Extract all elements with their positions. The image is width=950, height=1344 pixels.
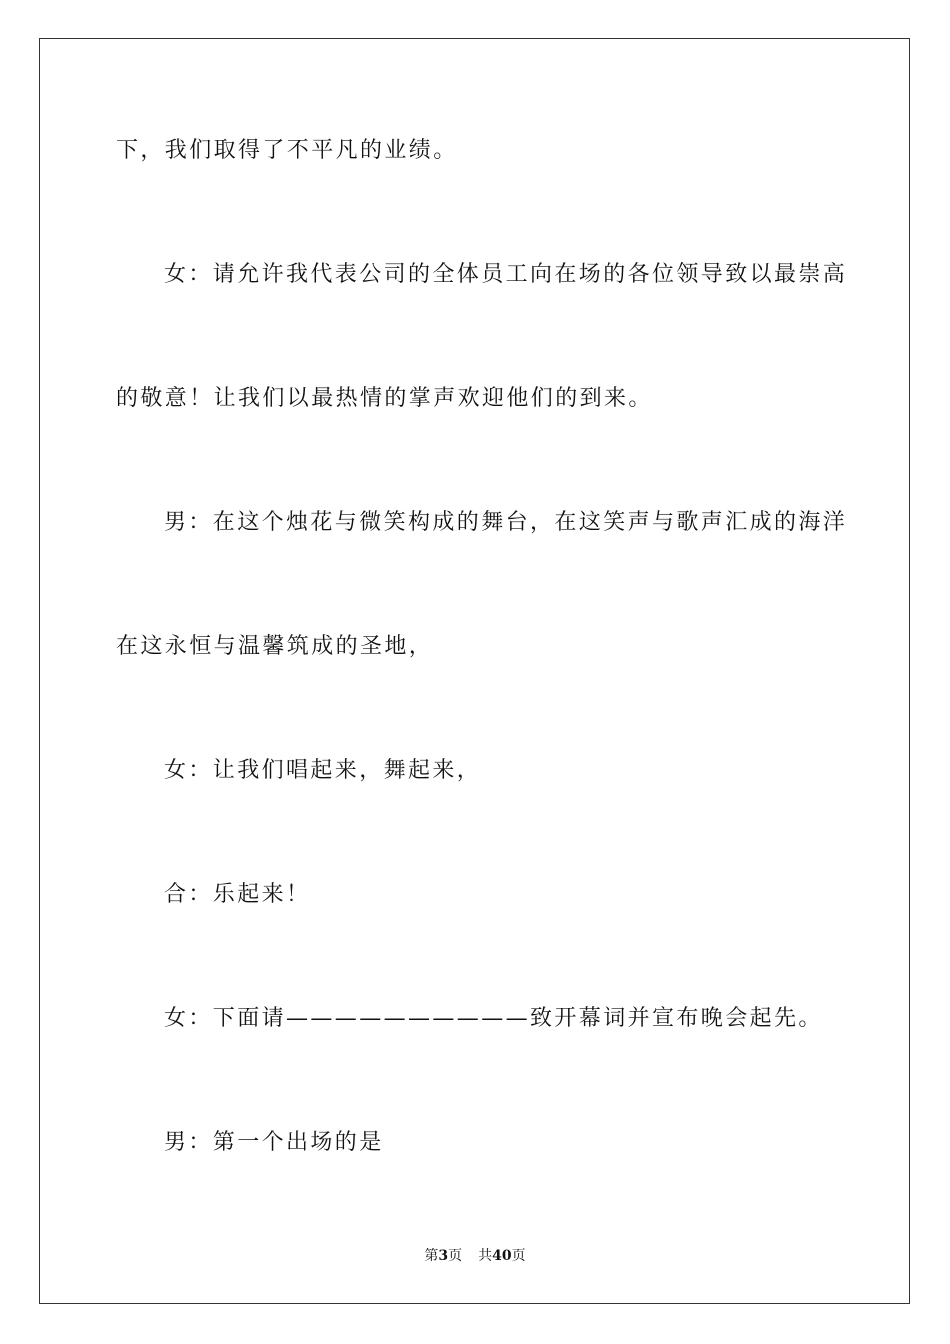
text-line-6: 女：让我们唱起来，舞起来， xyxy=(164,758,482,783)
total-suffix: 页 xyxy=(511,1248,526,1264)
text-line-1: 下，我们取得了不平凡的业绩。 xyxy=(116,138,458,163)
page-number: 3 xyxy=(438,1248,449,1264)
page-border xyxy=(39,38,910,1304)
text-line-8: 女：下面请——————————致开幕词并宣布晚会起先。 xyxy=(164,1006,823,1031)
page-footer xyxy=(0,1246,950,1266)
text-line-3: 的敬意！让我们以最热情的掌声欢迎他们的到来。 xyxy=(116,386,653,411)
total-prefix: 共 xyxy=(478,1248,493,1264)
text-line-2: 女：请允许我代表公司的全体员工向在场的各位领导致以最崇高 xyxy=(164,262,848,287)
page-prefix: 第 xyxy=(424,1248,439,1264)
total-pages: 40 xyxy=(492,1248,512,1264)
text-line-7: 合：乐起来！ xyxy=(164,882,311,907)
text-line-5: 在这永恒与温馨筑成的圣地， xyxy=(116,634,434,659)
page-suffix: 页 xyxy=(448,1248,463,1264)
text-line-9: 男：第一个出场的是 xyxy=(164,1130,384,1155)
text-line-4: 男：在这个烛花与微笑构成的舞台，在这笑声与歌声汇成的海洋 xyxy=(164,510,848,535)
